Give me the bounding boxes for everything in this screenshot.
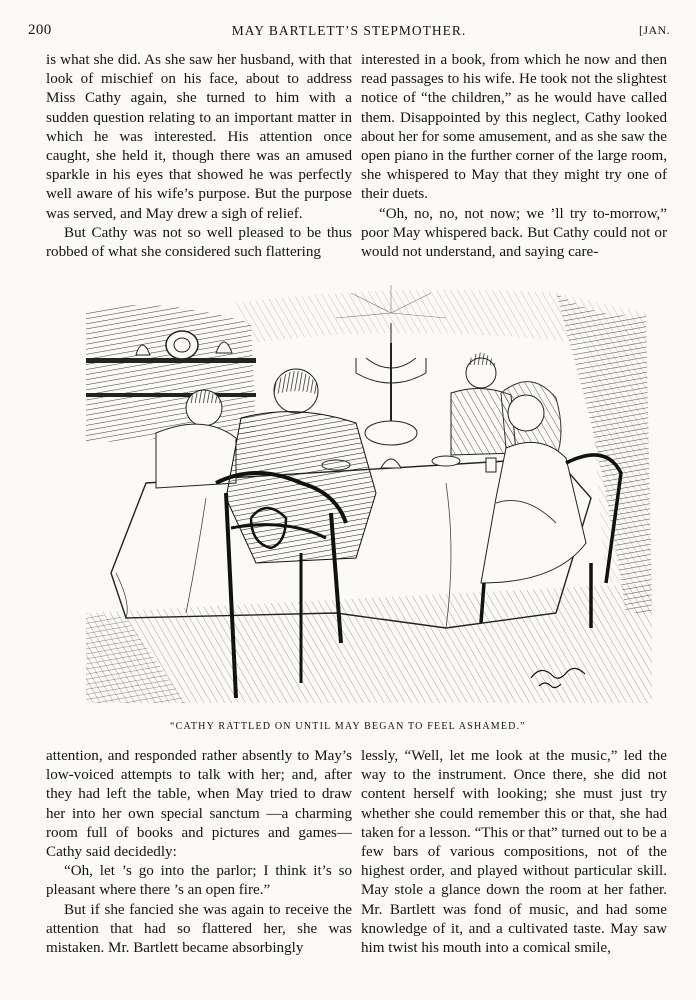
paragraph: is what she did. As she saw her husband, with that look of mischief on his face, about to address Miss Cathy again, she turned to him with a sudden question relating to an important matter in which he was interested. His attention once caught, she held it, though there was an amused sparkle in his eyes that showed he was perfectly well aware of his wife’s purpose. But the purpose was served, and May drew a sigh of relief. — [46, 52, 352, 222]
running-title: MAY BARTLETT’S STEPMOTHER. — [231, 23, 467, 38]
paragraph: But Cathy was not so well pleased to be thus robbed of what she considered such flattering — [46, 224, 352, 261]
paragraph: But if she fancied she was again to receive the attention that had so flattered her, she was mistaken. Mr. Bartlett became absorbingly — [46, 901, 352, 957]
text-column-top-left — [46, 51, 352, 262]
dresser — [86, 305, 256, 443]
paragraph: interested in a book, from which he now and then read passages to his wife. He took not the slightest notice of “the children,” as he would have called them. Disappointed by this neglect, Cathy looked about her for some amusement, and as she saw the open piano in the further corner of the large room, she whispered to May that they might try one of their duets. — [361, 52, 667, 203]
paragraph: attention, and responded rather absently to May’s low-voiced attempts to talk with her; and, after they had left the table, when May tried to draw her into her own special sanctum —a charming room full of books and pictures and games—Cathy said decidedly: — [46, 748, 352, 861]
text-column-top-right — [361, 51, 667, 262]
running-head — [28, 22, 670, 42]
text-column-bottom-left — [46, 747, 352, 958]
paragraph: “Oh, let ’s go into the parlor; I think it’s so pleasant where there ’s an open fire.” — [46, 863, 352, 899]
text-column-bottom-right — [361, 747, 667, 958]
paragraph: “Oh, no, no, not now; we ’ll try to-morrow,” poor May whispered back. But Cathy could not or would not understand, and saying care- — [361, 205, 667, 261]
illustration-dinner-scene — [86, 283, 652, 703]
page-number: 200 — [28, 22, 52, 38]
issue-month: [JAN. — [639, 23, 670, 37]
illustration-caption: “CATHY RATTLED ON UNTIL MAY BEGAN TO FEEL ASHAMED.” — [170, 721, 526, 732]
paragraph: lessly, “Well, let me look at the music,” led the way to the instrument. Once there, she did not content herself with looking; she must just try whether she could remember this or that, she had taken for a lesson. “This or that” turned out to be a few bars of various compositions, not of the highest order, and played without particular skill. May stole a glance down the room at her father. Mr. Bartlett was fond of music, and had some knowledge of it, and a cultivated taste. May saw him twist his mouth into a comical smile, — [361, 748, 667, 957]
